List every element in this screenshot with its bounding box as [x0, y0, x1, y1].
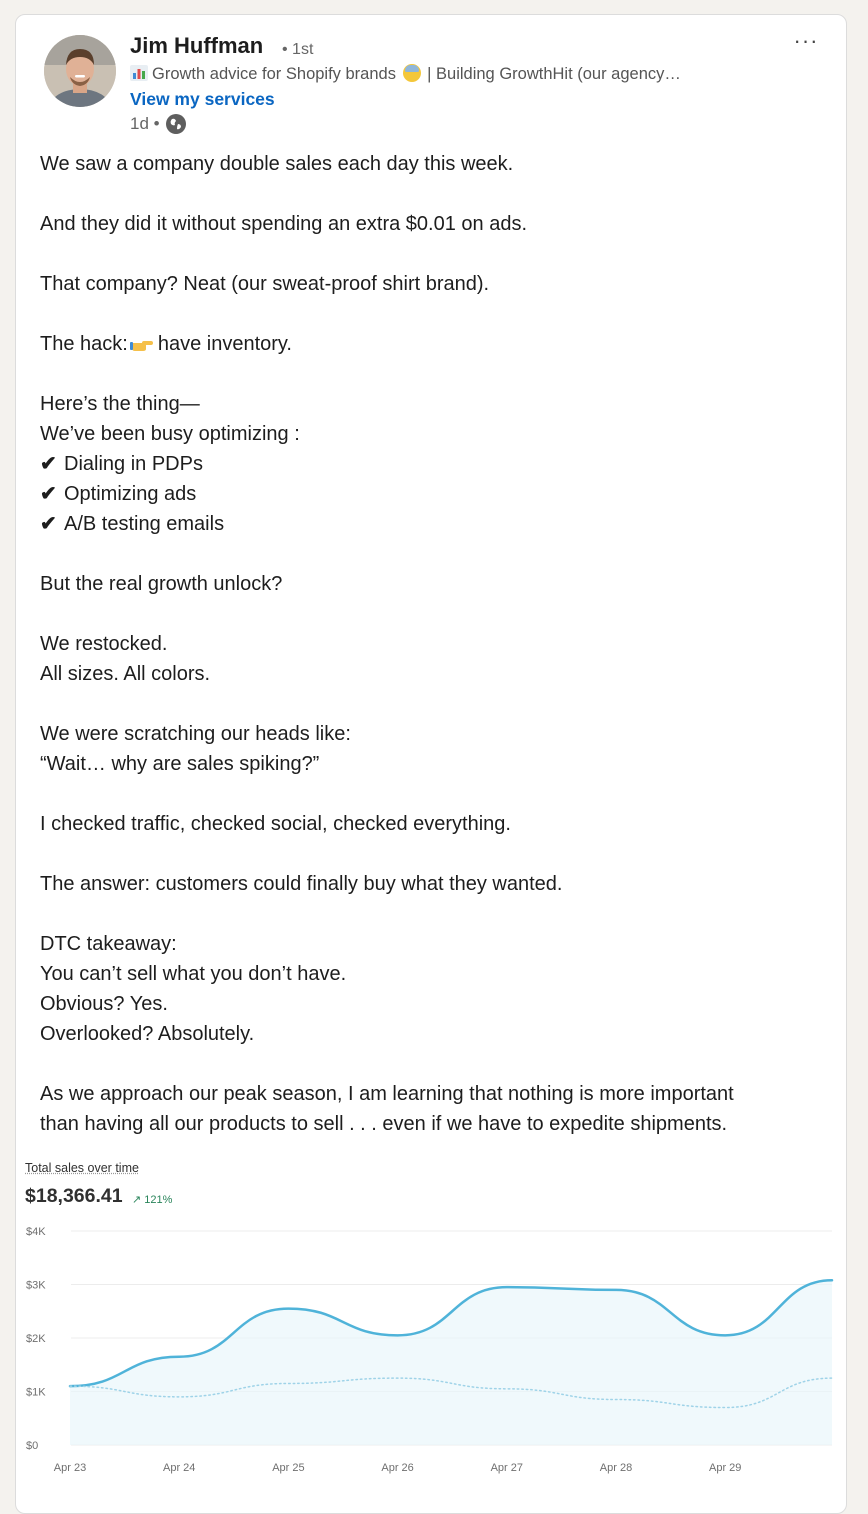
post-line — [40, 329, 830, 359]
check-item: ✔ Dialing in PDPs — [40, 449, 830, 479]
check-item: ✔ Optimizing ads — [40, 479, 830, 509]
post-line: We’ve been busy optimizing : — [40, 423, 300, 445]
author-headline — [130, 64, 770, 84]
x-tick-label: Apr 29 — [708, 1462, 742, 1474]
author-avatar[interactable] — [44, 35, 116, 107]
post-line: As we approach our peak season, I am learning that nothing is more important — [40, 1083, 734, 1105]
post-line: “Wait… why are sales spiking?” — [40, 753, 320, 775]
post-line-start: The hack: — [40, 333, 128, 355]
post-body — [40, 149, 830, 1139]
chart-total-value: $18,366.41 — [25, 1185, 123, 1207]
y-tick-label: $2K — [26, 1333, 46, 1345]
y-tick-label: $3K — [26, 1279, 46, 1292]
author-name[interactable]: Jim Huffman — [130, 33, 264, 58]
chart-title[interactable]: Total sales over time — [25, 1161, 139, 1175]
post-meta — [130, 114, 186, 134]
sales-line-chart — [16, 1215, 847, 1495]
post-line: We restocked. — [40, 633, 168, 655]
series-area — [70, 1280, 832, 1445]
x-tick-label: Apr 25 — [272, 1462, 305, 1474]
x-tick-label: Apr 26 — [381, 1462, 414, 1474]
globe-icon — [166, 114, 186, 134]
view-services-link[interactable]: View my services — [130, 89, 275, 109]
x-tick-label: Apr 27 — [490, 1462, 524, 1474]
post-line-end: have inventory. — [157, 333, 292, 355]
post-line: I checked traffic, checked social, checked everything. — [40, 813, 511, 835]
post-line: Here’s the thing— — [40, 393, 200, 415]
x-tick-label: Apr 24 — [162, 1462, 196, 1474]
post-time: 1d • — [130, 114, 160, 133]
y-tick-label: $1K — [26, 1386, 46, 1399]
connection-degree: • 1st — [282, 41, 314, 58]
x-tick-label: Apr 23 — [53, 1462, 87, 1474]
exploding-head-emoji-icon — [403, 64, 421, 82]
post-line: But the real growth unlock? — [40, 573, 283, 595]
post-line: And they did it without spending an extra $0.01 on ads. — [40, 213, 528, 235]
check-mark-icon: ✔ — [40, 483, 57, 505]
post-line: than having all our products to sell . . . even if we have to expedite shipments. — [40, 1113, 728, 1135]
post-line: Obvious? Yes. — [40, 993, 168, 1015]
post-line: DTC takeaway: — [40, 933, 177, 955]
y-tick-label: $0 — [26, 1440, 39, 1452]
check-item: ✔ A/B testing emails — [40, 509, 830, 539]
y-tick-label: $4K — [26, 1226, 46, 1238]
headline-text-end: | Building GrowthHit (our agency… — [427, 65, 681, 83]
post-line: Overlooked? Absolutely. — [40, 1023, 255, 1045]
post-line: We saw a company double sales each day this week. — [40, 153, 514, 175]
headline-text-start: Growth advice for Shopify brands — [152, 65, 396, 83]
pointing-hand-emoji-icon — [130, 336, 154, 352]
post-line: All sizes. All colors. — [40, 663, 211, 685]
post-line: That company? Neat (our sweat-proof shirt brand). — [40, 273, 490, 295]
post-line: We were scratching our heads like: — [40, 723, 351, 745]
post-line: You can’t sell what you don’t have. — [40, 963, 347, 985]
more-options-button[interactable]: ··· — [793, 28, 819, 53]
chart-change-badge: ↗ 121% — [132, 1194, 173, 1206]
avatar-photo — [44, 35, 116, 107]
post-line: The answer: customers could finally buy what they wanted. — [40, 873, 563, 895]
x-tick-label: Apr 28 — [599, 1462, 633, 1474]
post-card — [15, 14, 847, 1514]
check-mark-icon: ✔ — [40, 453, 57, 475]
check-mark-icon: ✔ — [40, 513, 57, 535]
bar-chart-emoji-icon — [130, 65, 148, 81]
